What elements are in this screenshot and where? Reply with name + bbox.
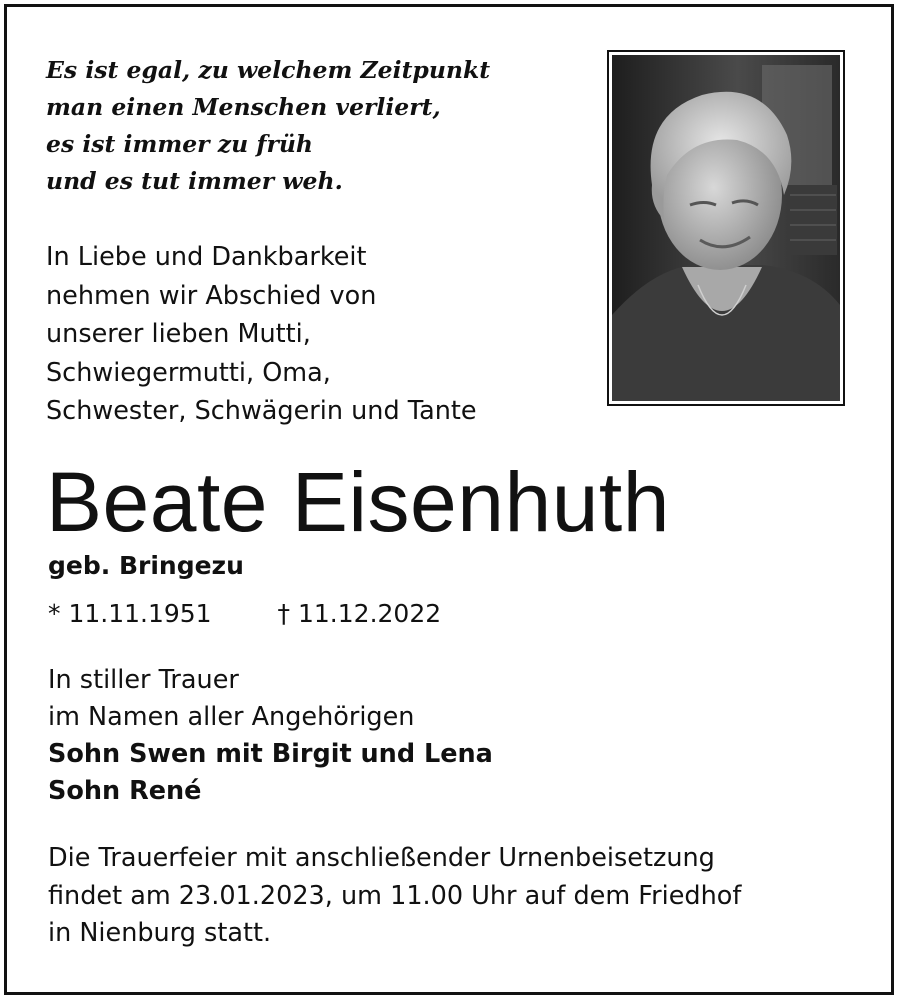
service-line: findet am 23.01.2023, um 11.00 Uhr auf dem Friedhof <box>48 880 742 911</box>
quote-line: es ist immer zu früh <box>46 130 314 158</box>
life-dates <box>48 598 441 630</box>
service-line: in Nienburg statt. <box>48 918 272 948</box>
memorial-quote <box>46 52 566 200</box>
mourners-line: im Namen aller Angehörigen <box>48 702 415 732</box>
portrait-image <box>612 55 840 401</box>
mourners-block <box>48 662 493 810</box>
intro-line: unserer lieben Mutti, <box>46 319 311 349</box>
death-date: † 11.12.2022 <box>277 599 442 628</box>
deceased-name: Beate Eisenhuth <box>46 455 670 549</box>
family-member: Sohn Swen mit Birgit und Lena <box>48 739 493 769</box>
funeral-service-info <box>48 840 741 953</box>
mourners-line: In stiller Trauer <box>48 665 239 695</box>
intro-line: Schwiegermutti, Oma, <box>46 357 331 388</box>
quote-line: man einen Menschen verliert, <box>46 93 441 121</box>
family-member: Sohn René <box>48 776 202 806</box>
intro-line: Schwester, Schwägerin und Tante <box>46 396 477 426</box>
maiden-name: geb. Bringezu <box>48 551 244 580</box>
intro-line: In Liebe und Dankbarkeit <box>46 242 367 272</box>
quote-line: Es ist egal, zu welchem Zeitpunkt <box>46 56 491 84</box>
birth-date: * 11.11.1951 <box>48 599 212 628</box>
service-line: Die Trauerfeier mit anschließender Urnenbeisetzung <box>48 843 715 873</box>
quote-line: und es tut immer weh. <box>46 167 343 195</box>
intro-line: nehmen wir Abschied von <box>46 280 377 311</box>
farewell-intro <box>46 238 477 431</box>
portrait-photo <box>607 50 845 406</box>
